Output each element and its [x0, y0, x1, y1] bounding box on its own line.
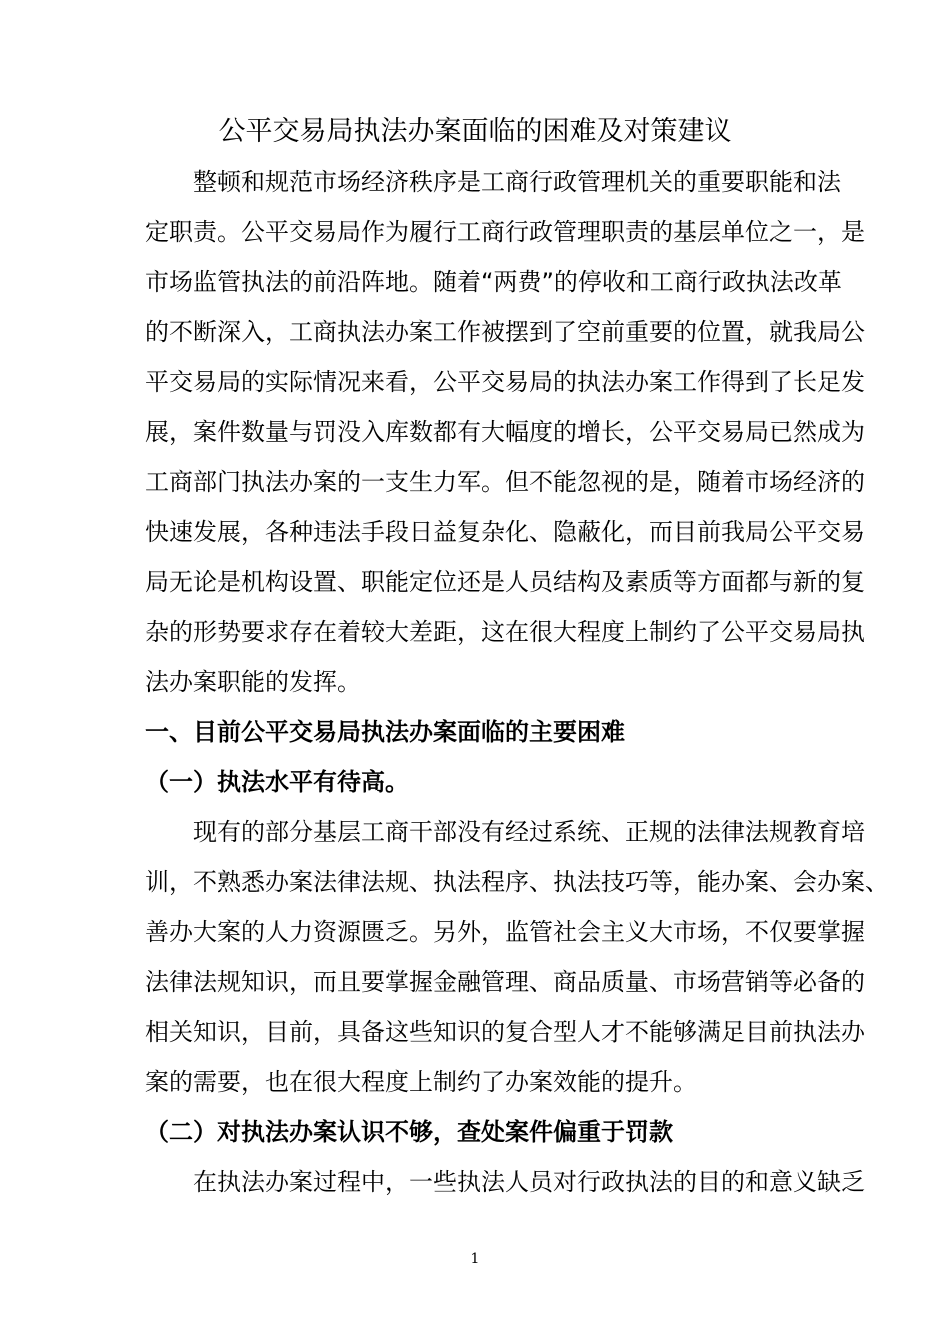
- sub2-paragraph-line: 在 执 法 办 案 过 程 中 ， 一 些 执 法 人 员 对 行 政 执 法 的 目 的 和 意 义 缺 乏: [193, 1168, 865, 1196]
- subsection-heading: （一）执法水平有待高。: [145, 768, 409, 796]
- intro-paragraph-line: 快 速 发 展 ， 各 种 违 法 手 段 日 益 复 杂 化 、 隐 蔽 化 ， 而 目 前 我 局 公 平 交 易: [145, 518, 865, 546]
- sub1-paragraph-line: 法 律 法 规 知 识 ， 而 且 要 掌 握 金 融 管 理 、 商 品 质 量 、 市 场 营 销 等 必 备 的: [145, 968, 865, 996]
- intro-paragraph-line: 法办案职能的发挥。: [145, 668, 361, 696]
- sub1-paragraph-line: 善 办 大 案 的 人 力 资 源 匮 乏 。 另 外 ， 监 管 社 会 主 义 大 市 场 ， 不 仅 要 掌 握: [145, 918, 865, 946]
- section-heading: 一、目前公平交易局执法办案面临的主要困难: [145, 718, 625, 746]
- intro-paragraph-line: 工 商 部 门 执 法 办 案 的 一 支 生 力 军 。 但 不 能 忽 视 的 是 ， 随 着 市 场 经 济 的: [145, 468, 865, 496]
- intro-paragraph-line: 定 职 责 。 公 平 交 易 局 作 为 履 行 工 商 行 政 管 理 职 责 的 基 层 单 位 之 一 ， 是: [145, 218, 865, 246]
- intro-paragraph-line: 整 顿 和 规 范 市 场 经 济 秩 序 是 工 商 行 政 管 理 机 关 的 重 要 职 能 和 法: [193, 168, 841, 196]
- sub1-paragraph-line: 相 关 知 识 ， 目 前 ， 具 备 这 些 知 识 的 复 合 型 人 才 不 能 够 满 足 目 前 执 法 办: [145, 1018, 865, 1046]
- intro-paragraph-line: 展 ， 案 件 数 量 与 罚 没 入 库 数 都 有 大 幅 度 的 增 长 ， 公 平 交 易 局 已 然 成 为: [145, 418, 865, 446]
- document-title: 公平交易局执法办案面临的困难及对策建议: [218, 116, 732, 147]
- page-number: 1: [470, 1251, 480, 1267]
- sub1-paragraph-line: 现 有 的 部 分 基 层 工 商 干 部 没 有 经 过 系 统 、 正 规 的 法 律 法 规 教 育 培: [193, 818, 865, 846]
- intro-paragraph-line: 市 场 监 管 执 法 的 前 沿 阵 地 。 随 着 “ 两 费 ” 的 停 收 和 工 商 行 政 执 法 改 革: [145, 268, 842, 296]
- sub1-paragraph-line: 案的需要，也在很大程度上制约了办案效能的提升。: [145, 1068, 697, 1096]
- intro-paragraph-line: 的 不 断 深 入 ， 工 商 执 法 办 案 工 作 被 摆 到 了 空 前 重 要 的 位 置 ， 就 我 局 公: [145, 318, 865, 346]
- intro-paragraph-line: 平 交 易 局 的 实 际 情 况 来 看 ， 公 平 交 易 局 的 执 法 办 案 工 作 得 到 了 长 足 发: [145, 368, 865, 396]
- subsection-heading: （二）对执法办案认识不够，查处案件偏重于罚款: [145, 1118, 673, 1146]
- intro-paragraph-line: 杂 的 形 势 要 求 存 在 着 较 大 差 距 ， 这 在 很 大 程 度 上 制 约 了 公 平 交 易 局 执: [145, 618, 865, 646]
- sub1-paragraph-line: 训 ， 不 熟 悉 办 案 法 律 法 规 、 执 法 程 序 、 执 法 技 巧 等 ， 能 办 案 、 会 办 案 、: [145, 868, 889, 896]
- intro-paragraph-line: 局 无 论 是 机 构 设 置 、 职 能 定 位 还 是 人 员 结 构 及 素 质 等 方 面 都 与 新 的 复: [145, 568, 865, 596]
